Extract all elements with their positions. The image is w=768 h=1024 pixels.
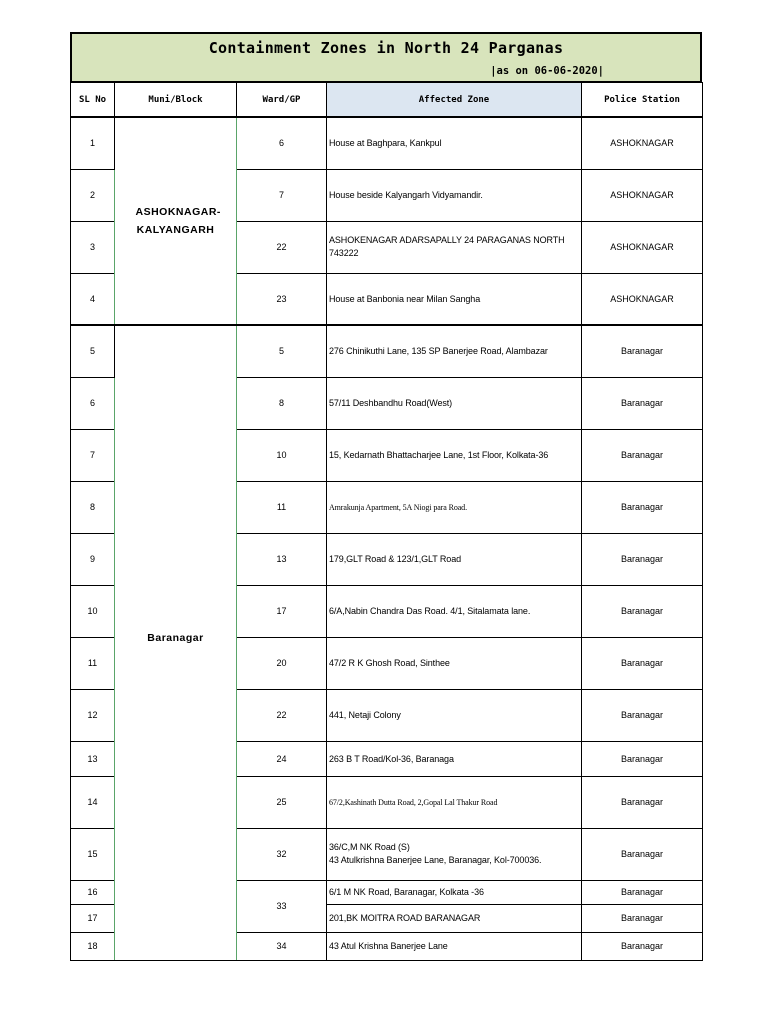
police-cell: Baranagar <box>582 880 703 904</box>
ward-cell: 24 <box>237 741 327 776</box>
title-block <box>70 32 702 82</box>
table-header-row <box>71 83 703 118</box>
ward-cell: 6 <box>237 117 327 169</box>
police-cell: Baranagar <box>582 689 703 741</box>
zone-cell: 67/2,Kashinath Dutta Road, 2,Gopal Lal Thakur Road <box>327 776 582 828</box>
col-header-ward: Ward/GP <box>237 83 327 118</box>
zone-cell: 201,BK MOITRA ROAD BARANAGAR <box>327 904 582 932</box>
muni-label: Baranagar <box>147 632 204 644</box>
ward-cell: 10 <box>237 429 327 481</box>
zone-cell: 441, Netaji Colony <box>327 689 582 741</box>
police-cell: Baranagar <box>582 325 703 377</box>
zone-line-1: 36/C,M NK Road (S) <box>329 842 410 852</box>
ward-cell: 17 <box>237 585 327 637</box>
ward-cell: 13 <box>237 533 327 585</box>
muni-cell-baranagar <box>115 325 237 960</box>
ward-cell: 22 <box>237 221 327 273</box>
police-cell: ASHOKNAGAR <box>582 273 703 325</box>
sl-cell: 16 <box>71 880 115 904</box>
ward-cell: 23 <box>237 273 327 325</box>
table-row <box>71 117 703 169</box>
police-cell: Baranagar <box>582 533 703 585</box>
ward-cell: 5 <box>237 325 327 377</box>
ward-cell: 34 <box>237 932 327 960</box>
sl-cell: 17 <box>71 904 115 932</box>
sl-cell: 8 <box>71 481 115 533</box>
ward-cell: 33 <box>237 880 327 932</box>
sl-cell: 12 <box>71 689 115 741</box>
sl-cell: 10 <box>71 585 115 637</box>
police-cell: ASHOKNAGAR <box>582 117 703 169</box>
sl-cell: 6 <box>71 377 115 429</box>
zone-cell: 43 Atul Krishna Banerjee Lane <box>327 932 582 960</box>
zone-cell: 47/2 R K Ghosh Road, Sinthee <box>327 637 582 689</box>
zone-cell: 6/1 M NK Road, Baranagar, Kolkata -36 <box>327 880 582 904</box>
page-title: Containment Zones in North 24 Parganas <box>208 39 564 57</box>
zone-cell: 15, Kedarnath Bhattacharjee Lane, 1st Floor, Kolkata-36 <box>327 429 582 481</box>
sl-cell: 14 <box>71 776 115 828</box>
muni-label: ASHOKNAGAR-KALYANGARH <box>135 206 221 236</box>
col-header-zone: Affected Zone <box>327 83 582 118</box>
sl-cell: 7 <box>71 429 115 481</box>
zone-cell: 263 B T Road/Kol-36, Baranaga <box>327 741 582 776</box>
police-cell: ASHOKNAGAR <box>582 169 703 221</box>
col-header-muni: Muni/Block <box>115 83 237 118</box>
police-cell: ASHOKNAGAR <box>582 221 703 273</box>
ward-cell: 7 <box>237 169 327 221</box>
sl-cell: 3 <box>71 221 115 273</box>
ward-cell: 25 <box>237 776 327 828</box>
police-cell: Baranagar <box>582 637 703 689</box>
zone-line-2: 43 Atulkrishna Banerjee Lane, Baranagar, Kol-700036. <box>329 855 542 865</box>
sl-cell: 13 <box>71 741 115 776</box>
police-cell: Baranagar <box>582 904 703 932</box>
sl-cell: 15 <box>71 828 115 880</box>
police-cell: Baranagar <box>582 776 703 828</box>
sl-cell: 2 <box>71 169 115 221</box>
muni-cell-ashoknagar <box>115 117 237 325</box>
table-row <box>71 325 703 377</box>
containment-table <box>70 82 703 961</box>
zone-cell: 179,GLT Road & 123/1,GLT Road <box>327 533 582 585</box>
zone-cell: 276 Chinikuthi Lane, 135 SP Banerjee Road, Alambazar <box>327 325 582 377</box>
police-cell: Baranagar <box>582 429 703 481</box>
police-cell: Baranagar <box>582 585 703 637</box>
police-cell: Baranagar <box>582 481 703 533</box>
zone-cell: Amrakunja Apartment, 5A Niogi para Road. <box>327 481 582 533</box>
zone-cell: House at Banbonia near Milan Sangha <box>327 273 582 325</box>
sl-cell: 11 <box>71 637 115 689</box>
police-cell: Baranagar <box>582 741 703 776</box>
ward-cell: 11 <box>237 481 327 533</box>
containment-sheet <box>70 32 702 961</box>
sl-cell: 1 <box>71 117 115 169</box>
ward-cell: 20 <box>237 637 327 689</box>
police-cell: Baranagar <box>582 377 703 429</box>
ward-cell: 32 <box>237 828 327 880</box>
as-on-date: |as on 06-06-2020| <box>490 65 604 77</box>
sl-cell: 18 <box>71 932 115 960</box>
sl-cell: 4 <box>71 273 115 325</box>
col-header-police: Police Station <box>582 83 703 118</box>
zone-cell: House beside Kalyangarh Vidyamandir. <box>327 169 582 221</box>
zone-cell: ASHOKENAGAR ADARSAPALLY 24 PARAGANAS NORTH 743222 <box>327 221 582 273</box>
col-header-sl: SL No <box>71 83 115 118</box>
sl-cell: 5 <box>71 325 115 377</box>
zone-cell <box>327 828 582 880</box>
police-cell: Baranagar <box>582 828 703 880</box>
ward-cell: 22 <box>237 689 327 741</box>
zone-cell: 6/A,Nabin Chandra Das Road. 4/1, Sitalamata lane. <box>327 585 582 637</box>
zone-cell: 57/11 Deshbandhu Road(West) <box>327 377 582 429</box>
ward-cell: 8 <box>237 377 327 429</box>
police-cell: Baranagar <box>582 932 703 960</box>
sl-cell: 9 <box>71 533 115 585</box>
zone-cell: House at Baghpara, Kankpul <box>327 117 582 169</box>
